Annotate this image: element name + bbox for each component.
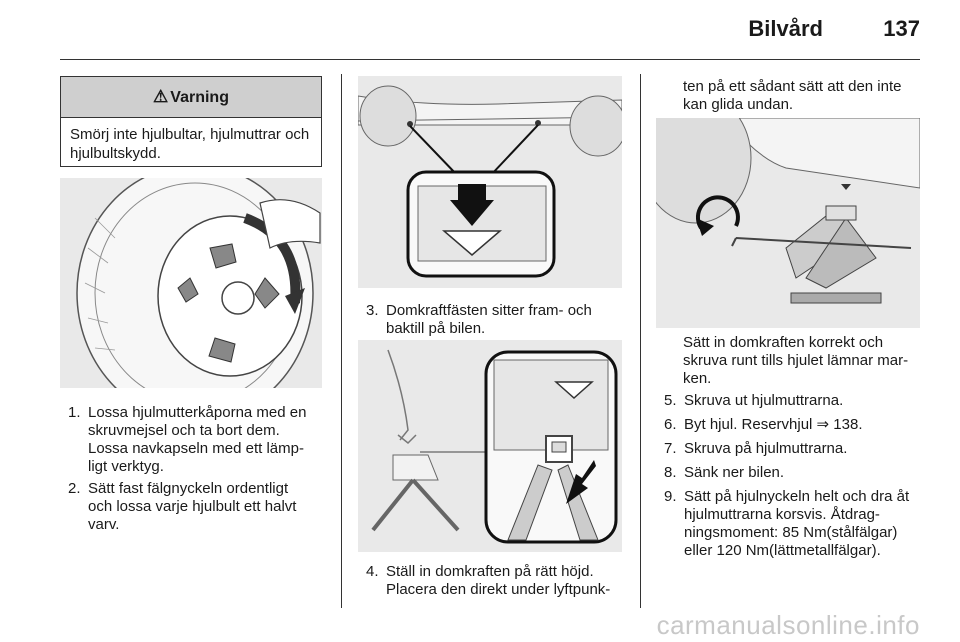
warning-header	[61, 77, 321, 118]
step-text-line: Byt hjul. Reservhjul ⇒ 138.	[684, 416, 863, 433]
step-text-line: Lossa navkapseln med ett lämp-	[88, 440, 304, 457]
warning-triangle-icon: ⚠	[153, 87, 169, 106]
jack-mounting-points-illustration	[358, 76, 622, 288]
step-number: 6.	[664, 416, 677, 433]
watermark: carmanualsonline.info	[656, 610, 920, 640]
column-divider-left	[341, 74, 342, 608]
step-text-line: ligt verktyg.	[88, 458, 164, 475]
step-7	[664, 440, 934, 458]
section-title: Bilvård	[748, 16, 823, 41]
step-1	[68, 404, 333, 476]
header-divider	[60, 59, 920, 60]
step-text-line: eller 120 Nm(lättmetallfälgar).	[684, 542, 881, 559]
step-text-line: Placera den direkt under lyftpunk-	[386, 581, 611, 598]
step-text-line: Lossa hjulmutterkåporna med en	[88, 404, 307, 421]
step-number: 3.	[366, 302, 379, 319]
step-text-line: varv.	[88, 516, 120, 533]
step-number: 2.	[68, 480, 81, 497]
page-number: 137	[883, 16, 920, 41]
jack-cranking-illustration	[656, 118, 920, 328]
step-number: 7.	[664, 440, 677, 457]
step-text-line: Domkraftfästen sitter fram- och	[386, 302, 592, 319]
step-2	[68, 480, 333, 534]
text-line: ten på ett sådant sätt att den inte	[683, 78, 902, 95]
step-text-line: ningsmoment: 85 Nm(stålfälgar)	[684, 524, 898, 541]
step-text-line: baktill på bilen.	[386, 320, 486, 337]
text-line: ken.	[683, 370, 712, 387]
step-number: 8.	[664, 464, 677, 481]
text-line: skruva runt tills hjulet lämnar mar-	[683, 352, 909, 369]
text-line: kan glida undan.	[683, 96, 794, 113]
step-number: 5.	[664, 392, 677, 409]
jack-placement-detail-illustration	[358, 340, 622, 552]
step-6	[664, 416, 934, 434]
warning-title: Varning	[170, 89, 229, 106]
step-number: 4.	[366, 563, 379, 580]
step-text-line: skruvmejsel och ta bort dem.	[88, 422, 280, 439]
step-4-continuation	[683, 78, 923, 114]
step-5	[664, 392, 934, 410]
step-number: 1.	[68, 404, 81, 421]
step-text-line: och lossa varje hjulbult ett halvt	[88, 498, 297, 515]
step-text-line: Skruva ut hjulmuttrarna.	[684, 392, 844, 409]
hubcap-removal-illustration	[60, 178, 322, 388]
text-line: Sätt in domkraften korrekt och	[683, 334, 884, 351]
step-4	[366, 563, 638, 599]
step-text-line: hjulmuttrarna korsvis. Åtdrag-	[684, 506, 880, 523]
warning-box	[60, 76, 322, 167]
step-text-line: Sätt fast fälgnyckeln ordentligt	[88, 480, 289, 497]
step-number: 9.	[664, 488, 677, 505]
warning-text: Smörj inte hjulbultar, hjulmuttrar och hjulbultskydd.	[70, 126, 310, 162]
step-text-line: Skruva på hjulmuttrarna.	[684, 440, 848, 457]
step-text-line: Ställ in domkraften på rätt höjd.	[386, 563, 594, 580]
step-9	[664, 488, 936, 560]
step-3	[366, 302, 631, 338]
step-text-line: Sätt på hjulnyckeln helt och dra åt	[684, 488, 910, 505]
after-figure-text	[683, 334, 923, 388]
column-divider-right	[640, 74, 641, 608]
step-text-line: Sänk ner bilen.	[684, 464, 785, 481]
step-8	[664, 464, 934, 482]
